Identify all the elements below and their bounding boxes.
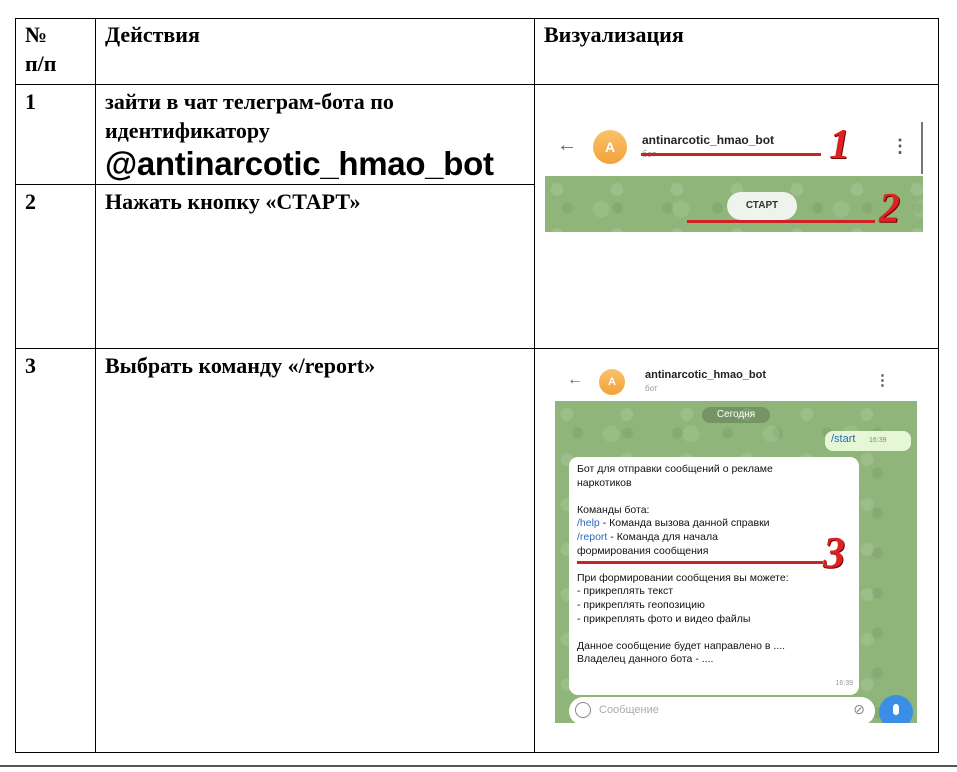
back-arrow-icon[interactable]: ←: [567, 371, 583, 388]
message-line: формирования сообщения: [577, 544, 709, 557]
microphone-button[interactable]: [879, 695, 913, 723]
message-report-line: [577, 531, 851, 545]
message-line: Данное сообщение будет направлено в ....: [577, 639, 786, 652]
attach-clip-icon[interactable]: ⊘: [853, 701, 865, 717]
help-description: - Команда вызова данной справки: [599, 517, 770, 530]
sent-time: 16:39: [869, 437, 887, 444]
message-line: Владелец данного бота - ....: [577, 653, 714, 666]
message-line: Бот для отправки сообщений о рекламе: [577, 463, 773, 475]
message-line: - прикреплять фото и видео файлы: [577, 612, 751, 625]
bot-handle: @antinarcotic_hmao_bot: [105, 145, 494, 182]
start-button[interactable]: СТАРТ: [727, 192, 797, 220]
message-line: - прикреплять геопозицию: [577, 598, 705, 611]
row2-action: Нажать кнопку «СТАРТ»: [105, 189, 361, 214]
message-time: 16:39: [835, 680, 853, 688]
menu-dots-icon[interactable]: ⋮: [891, 136, 909, 156]
step-marker-2: 2: [879, 186, 900, 232]
bot-name: antinarcotic_hmao_bot: [645, 369, 767, 381]
sent-message: [825, 431, 911, 451]
message-input-placeholder: Сообщение: [599, 704, 659, 716]
underline-marker-3: [577, 561, 823, 564]
help-command-link[interactable]: /help: [577, 517, 600, 530]
screenshot-report: [555, 361, 917, 723]
report-description: - Команда для начала: [607, 530, 718, 543]
bot-avatar[interactable]: A: [599, 369, 625, 395]
message-line: При формировании сообщения вы можете:: [577, 571, 789, 584]
underline-marker-1: [641, 153, 821, 156]
message-spacer: [577, 490, 851, 504]
message-spacer: [577, 626, 851, 640]
page-bottom-rule: [0, 765, 957, 767]
report-command-link[interactable]: /report: [577, 530, 608, 543]
step-marker-3: 3: [823, 528, 845, 577]
message-help-line: [577, 517, 851, 531]
header-num-line2: п/п: [25, 51, 57, 76]
row1-action: [95, 85, 534, 185]
sent-command[interactable]: /start: [831, 433, 856, 445]
row3-num: 3: [25, 353, 36, 378]
header-actions: Действия: [105, 22, 200, 47]
header-num: [15, 18, 95, 80]
chat-header: [545, 122, 923, 174]
chat-header: [555, 361, 917, 401]
message-input[interactable]: [569, 697, 875, 723]
screenshot-start: [545, 122, 923, 232]
emoji-icon[interactable]: [575, 702, 591, 718]
table-col-rule-2: [534, 18, 535, 753]
table-border-bottom: [15, 752, 939, 753]
underline-marker-2: [687, 220, 875, 223]
header-visualization: Визуализация: [544, 22, 684, 47]
row2-num: 2: [25, 189, 36, 214]
row3-action: Выбрать команду «/report»: [105, 353, 376, 378]
bot-name: antinarcotic_hmao_bot: [642, 133, 775, 147]
row1-num: 1: [25, 89, 36, 114]
header-num-line1: №: [25, 22, 48, 47]
back-arrow-icon[interactable]: ←: [557, 134, 577, 156]
instructions-table: [15, 18, 939, 753]
row1-action-line2: идентификатору: [105, 118, 270, 143]
menu-dots-icon[interactable]: ⋮: [875, 372, 890, 389]
bot-message: [569, 457, 859, 695]
date-pill: Сегодня: [702, 407, 770, 423]
message-line: Команды бота:: [577, 503, 650, 516]
row1-action-line1: зайти в чат телеграм-бота по: [105, 89, 394, 114]
bot-avatar[interactable]: A: [593, 130, 627, 164]
message-line: наркотиков: [577, 476, 632, 489]
table-border-right: [938, 18, 939, 753]
bot-subtitle: бот: [645, 384, 658, 393]
step-marker-1: 1: [829, 122, 850, 168]
table-border-left: [15, 18, 16, 753]
message-line: - прикреплять текст: [577, 585, 674, 598]
